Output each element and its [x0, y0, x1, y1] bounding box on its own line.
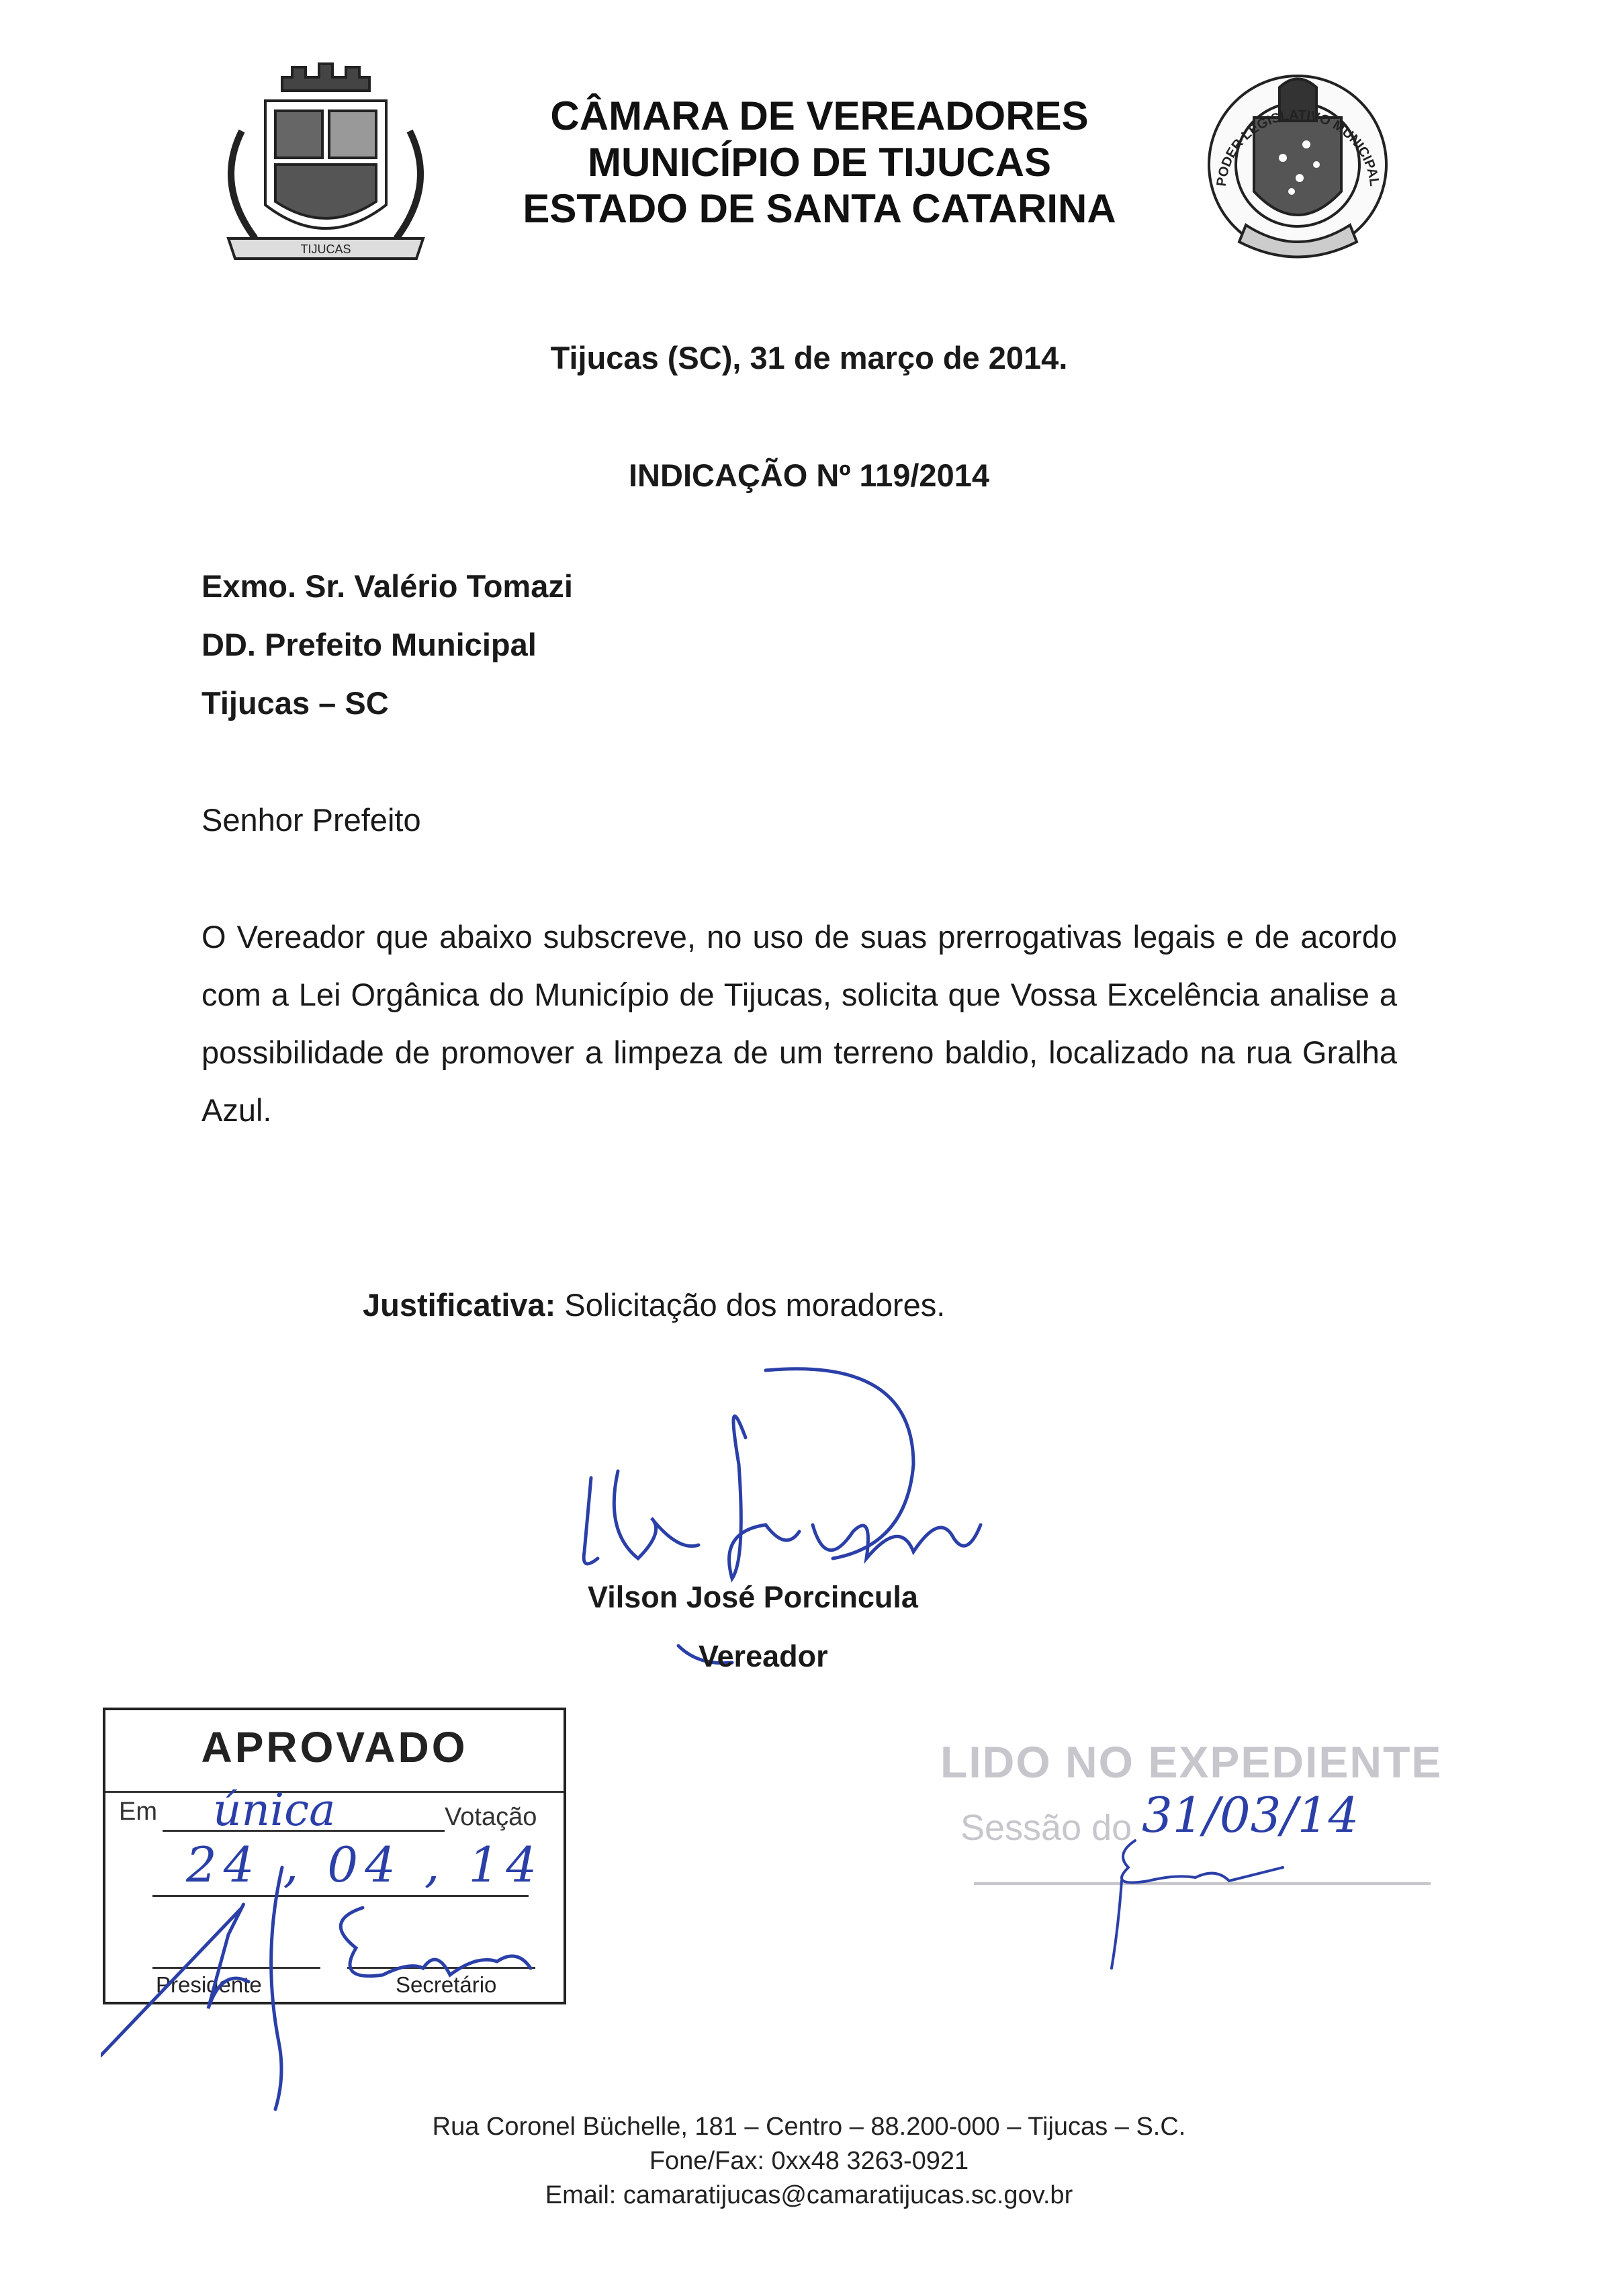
- reading-stamp-title: LIDO NO EXPEDIENTE: [940, 1737, 1443, 1787]
- footer-email: Email: camaratijucas@camaratijucas.sc.gov.br: [545, 2181, 1073, 2209]
- left-emblem-text: TIJUCAS: [300, 242, 351, 256]
- councilman-signature: [564, 1357, 1034, 1673]
- recipient-name: Exmo. Sr. Valério Tomazi: [201, 568, 573, 604]
- header-line-3: ESTADO DE SANTA CATARINA: [523, 186, 1116, 231]
- right-emblem-text: PODER LEGISLATIVO MUNICIPAL: [1214, 107, 1382, 187]
- reading-stamp-signature: [1102, 1827, 1343, 1982]
- municipal-coat-of-arms-icon: [201, 50, 450, 282]
- approval-em-label: Em: [119, 1798, 157, 1826]
- approval-stamp-title: APROVADO: [201, 1723, 468, 1771]
- approval-president-label: Presidente: [156, 1972, 262, 1997]
- reading-stamp-handwritten-date: 31/03/14: [1142, 1787, 1359, 1843]
- justification: [363, 1286, 945, 1323]
- approval-vote-label: Votação: [445, 1803, 537, 1831]
- header-line-2: MUNICÍPIO DE TIJUCAS: [587, 140, 1052, 185]
- reading-stamp-session: Sessão do: [960, 1808, 1132, 1848]
- approval-secretary-label: Secretário: [396, 1972, 497, 1997]
- approval-handwritten-date: 24 , 04 , 14: [186, 1837, 544, 1893]
- letterhead-title: [510, 93, 1128, 232]
- approval-stamp-signatures: [101, 1854, 571, 2123]
- header-line-1: CÂMARA DE VEREADORES: [550, 93, 1089, 138]
- footer-phone: Fone/Fax: 0xx48 3263-0921: [649, 2147, 969, 2175]
- document-title: INDICAÇÃO Nº 119/2014: [629, 457, 989, 493]
- signer-name: Vilson José Porcincula: [588, 1580, 918, 1614]
- salutation: Senhor Prefeito: [201, 802, 421, 838]
- justification-text: Solicitação dos moradores.: [564, 1287, 946, 1323]
- signer-role: Vereador: [699, 1639, 828, 1673]
- footer-address: Rua Coronel Büchelle, 181 – Centro – 88.200-000 – Tijucas – S.C.: [432, 2113, 1186, 2141]
- date-line: Tijucas (SC), 31 de março de 2014.: [550, 340, 1068, 376]
- recipient-location: Tijucas – SC: [201, 685, 389, 721]
- legislative-power-seal-icon: [1206, 57, 1390, 275]
- justification-label: Justificativa:: [363, 1287, 556, 1323]
- recipient-title: DD. Prefeito Municipal: [201, 627, 537, 662]
- body-paragraph: O Vereador que abaixo subscreve, no uso de suas prerrogativas legais e de acordo com a Lei Orgânica do Município de Tijucas, solicita que Vossa Excelência analise a possibilidade de promover a limpeza de um terreno baldio, localizado na rua Gralha Azul.: [201, 919, 1397, 1128]
- approval-handwritten-vote: única: [213, 1784, 336, 1836]
